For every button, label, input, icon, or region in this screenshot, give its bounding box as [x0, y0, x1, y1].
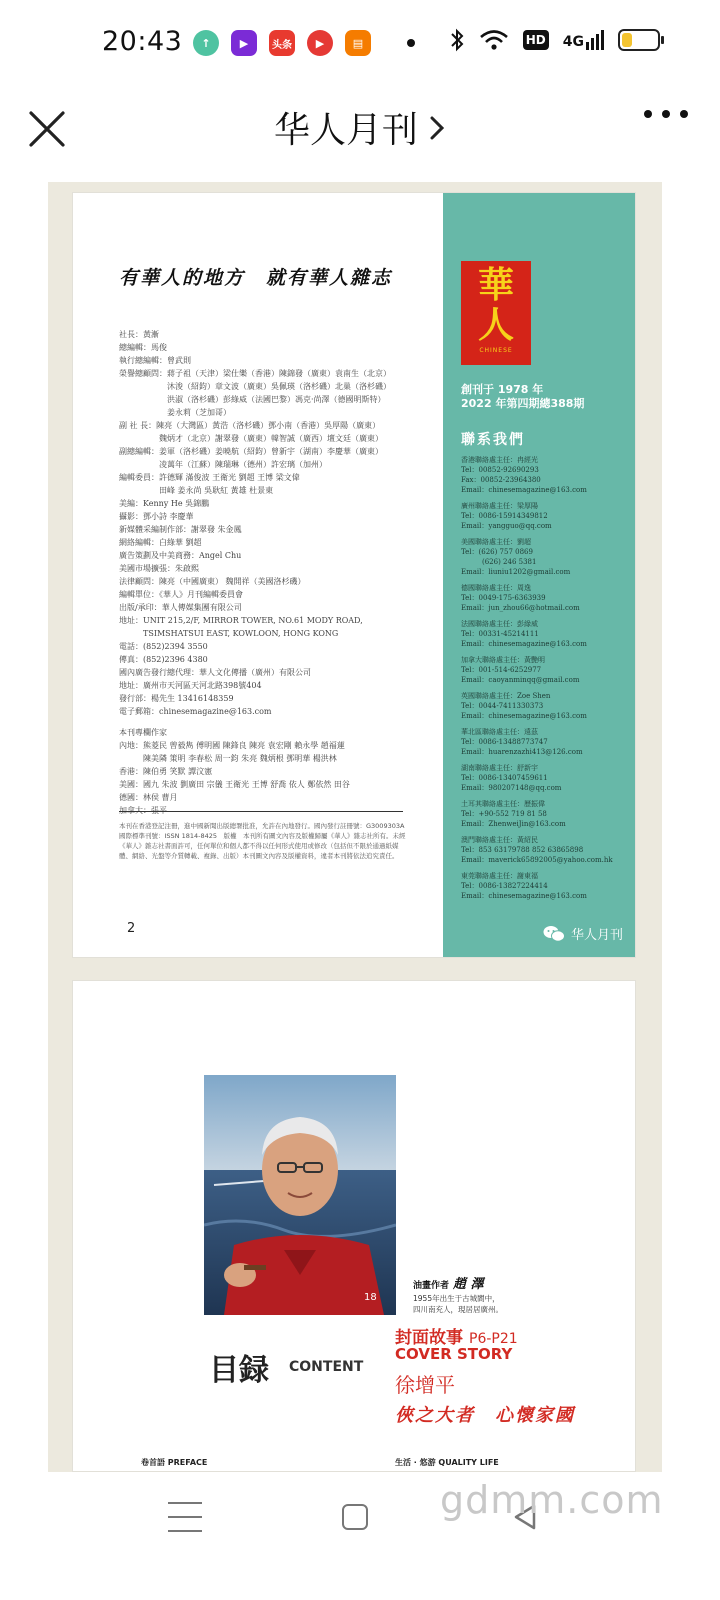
contact-line: 湖南聯絡處主任：舒新宇: [461, 764, 538, 772]
contact-block: [461, 727, 633, 757]
upload-app-icon: ↑: [193, 30, 219, 56]
contact-line: Email：chinesemagazine@163.com: [461, 712, 587, 720]
cover-person-name: 徐增平: [395, 1373, 455, 1397]
network-type: 4G: [562, 34, 584, 50]
svg-text:18: 18: [364, 1292, 377, 1303]
masthead-line: 洪淑（洛杉磯）彭綠威（法國巴黎）馮克·尚澤（德國明斯特）: [119, 395, 386, 404]
play-app-icon: ▶: [307, 30, 333, 56]
contact-line: Email：yangguo@qq.com: [461, 522, 552, 530]
huaren-logo: [461, 261, 531, 365]
contact-line: Tel：853 63179788 852 63865898: [461, 846, 584, 854]
masthead-line: 出版/承印：華人傳媒集團有限公司: [119, 603, 242, 612]
cover-story-en: COVER STORY: [395, 1345, 513, 1363]
masthead-line: 電子郵箱：chinesemagazine@163.com: [119, 707, 272, 716]
contact-line: 英國聯絡處主任：Zoe Shen: [461, 692, 551, 700]
battery-icon: [618, 29, 660, 51]
contact-line: Tel：0086-13827224414: [461, 882, 548, 890]
contact-line: Fax：00852-23964380: [461, 476, 541, 484]
masthead-column: [73, 193, 443, 958]
painter-bio-line: 1955年出生于古城閬中，: [413, 1294, 500, 1303]
contact-block: [461, 537, 633, 577]
contact-block: [461, 871, 633, 901]
masthead-line: 執行總編輯：曾武則: [119, 356, 191, 365]
contact-block: [461, 501, 633, 531]
more-button[interactable]: [644, 110, 688, 118]
system-nav-bar: [0, 1472, 720, 1600]
contact-line: Email：liuniu1202@gmail.com: [461, 568, 571, 576]
contact-line: Tel：00852-92690293: [461, 466, 539, 474]
contact-line: (626) 246 5381: [461, 558, 537, 566]
recent-apps-button[interactable]: [168, 1502, 202, 1532]
wechat-icon: [543, 925, 565, 943]
masthead-line: 美國市場擴張：朱啟熙: [119, 564, 199, 573]
masthead-line: 副 社 長：陳亮（大灣區）黃浩（洛杉磯）鄧小南（香港）吳厚陽（廣東）: [119, 421, 381, 430]
more-dot-icon: [680, 110, 688, 118]
page-number: 2: [127, 921, 136, 936]
contact-line: 美國聯絡處主任：劉超: [461, 538, 531, 546]
contact-line: Email：huarenzazhi413@126.com: [461, 748, 583, 756]
status-bar: [0, 0, 720, 88]
logo-english: CHINESE: [479, 347, 513, 354]
founded-line: 創刊于 1978 年: [461, 383, 544, 396]
contact-block: [461, 835, 633, 865]
contact-line: Email：chinesemagazine@163.com: [461, 640, 587, 648]
masthead-line: 總編輯：馬俊: [119, 343, 167, 352]
contact-line: Email：jun_zhou66@hotmail.com: [461, 604, 580, 612]
contact-line: 香港聯絡處主任：冉經光: [461, 456, 538, 464]
toutiao-app-icon: 头条: [269, 30, 295, 56]
contact-line: 加拿大聯絡處主任：黃艷明: [461, 656, 545, 664]
masthead-line: 魏炳才（北京）謝翠發（廣東）韓智誠（廣西）壇文廷（廣東）: [119, 434, 383, 443]
notification-dot-icon: [407, 39, 415, 47]
contact-line: Tel：0044-7411330373: [461, 702, 544, 710]
contact-line: Tel：0049-175-6363939: [461, 594, 546, 602]
more-dot-icon: [644, 110, 652, 118]
contact-line: Email：maverick65892005@yahoo.com.hk: [461, 856, 613, 864]
menu-line-icon: [168, 1502, 202, 1504]
contact-line: Tel：(626) 757 0869: [461, 548, 533, 556]
issue-line: 2022 年第四期總388期: [461, 397, 585, 410]
more-dot-icon: [662, 110, 670, 118]
painter-label: 油畫作者: [413, 1281, 450, 1291]
masthead-line: [119, 718, 419, 726]
masthead-line: 法律顧問：陳亮（中國廣東） 魏開祥（美國洛杉磯）: [119, 577, 306, 586]
slogan: 有華人的地方 就有華人雜志: [119, 267, 393, 289]
masthead-line: 廣告策劃及中美商務：Angel Chu: [119, 551, 242, 560]
battery-fill: [622, 33, 632, 47]
reader-app-icon: ▤: [345, 30, 371, 56]
contact-line: Tel：+90-552 719 81 58: [461, 810, 547, 818]
divider: [119, 811, 403, 812]
masthead-line: 地址：UNIT 215,2/F, MIRROR TOWER, NO.61 MODY ROAD,: [119, 616, 363, 625]
contact-heading: 聯系我們: [461, 432, 525, 448]
toc-title-en: CONTENT: [289, 1359, 364, 1375]
masthead-line: 電話：(852)2394 3550: [119, 642, 208, 651]
masthead-line: 編輯單位：《華人》月刊編輯委員會: [119, 590, 243, 599]
menu-line-icon: [168, 1530, 202, 1532]
contact-block: [461, 619, 633, 649]
masthead-line: 榮譽總顧問：蔣子祖（天津）梁仕樂（香港）陳錦發（廣東）袁南生（北京）: [119, 369, 391, 378]
copyright-note: 本刊在香港登記注冊，進中國新聞出版總署批准，允許在內地發行。國內發行註冊號：G3009303A 國際標準刊號：ISSN 1814-8425 版權 本刊所有圖文內容及版權歸屬《華人》雜志社所有。未經《華人》雜志社書面許可，任何單位和個人都不得以任何形式使用或修改（包括但不限於通過紙媒體、網絡、光盤等介質轉載、複錄、出版）本刊圖文內容及版權資料，違者本刊將依法追究責任。: [119, 822, 406, 860]
toc-title: 目録: [209, 1353, 269, 1388]
masthead-line: 攝影：鄧小詩 李慶華: [119, 512, 194, 521]
toc-preface: 卷首語 PREFACE: [141, 1458, 208, 1467]
contact-line: Email：ZhenweiJin@163.com: [461, 820, 566, 828]
wechat-watermark: [543, 924, 623, 943]
cover-motto: 俠之大者 心懷家國: [395, 1405, 575, 1426]
painter-bio-line: 四川南充人，現居居廣州。: [413, 1305, 503, 1314]
status-time: 20:43: [102, 26, 183, 57]
masthead-line: 網絡編輯：白綠華 劉超: [119, 538, 202, 547]
contact-line: 東莞聯絡處主任：謝東福: [461, 872, 538, 880]
contact-line: 法國聯絡處主任：彭綠威: [461, 620, 538, 628]
video-app-icon: ▶: [231, 30, 257, 56]
status-indicators: [449, 28, 660, 52]
contact-block: [461, 655, 633, 685]
masthead-line: 陳美隣 策明 李春松 周一鈞 朱亮 魏炳根 鄧明華 楊洪林: [119, 754, 337, 763]
contact-panel: [443, 193, 636, 958]
contact-block: [461, 763, 633, 793]
masthead-line: 本刊專欄作家: [119, 728, 167, 737]
status-app-icons: [193, 30, 415, 56]
contact-block: [461, 583, 633, 613]
toc-quality-life: 生活 · 悠游 QUALITY LIFE: [395, 1458, 499, 1467]
masthead-line: 德國：林侯 曹月: [119, 793, 178, 802]
contact-line: Email：chinesemagazine@163.com: [461, 486, 587, 494]
masthead-line: 地址：廣州市天河區天河北路398號404: [119, 681, 262, 690]
cover-story-pages: P6-P21: [469, 1331, 518, 1347]
logo-char: 華: [477, 264, 514, 306]
cover-story-cn: 封面故事: [395, 1328, 463, 1348]
contact-block: [461, 799, 633, 829]
menu-line-icon: [168, 1516, 202, 1518]
app-header: [0, 88, 720, 180]
portrait-image: [204, 1075, 396, 1315]
contact-line: 廣州聯絡處主任：梁厚陽: [461, 502, 538, 510]
contact-line: 土耳其聯絡處主任：歷振偉: [461, 800, 545, 808]
contact-line: Tel：0086-13407459611: [461, 774, 548, 782]
painter-bio: [413, 1293, 503, 1315]
logo-char: 人: [477, 304, 514, 346]
painter-name: 趙 澤: [453, 1277, 484, 1292]
article-viewer[interactable]: [48, 182, 662, 1472]
wechat-label: 华人月刊: [570, 928, 623, 943]
masthead-line: 美國：國九 朱波 劉廣田 宗儀 王衛光 王博 舒喬 依人 鄭依然 田谷: [119, 780, 350, 789]
masthead-list: [119, 328, 419, 817]
masthead-line: 國內廣告發行總代理：華人文化傳播（廣州）有限公司: [119, 668, 311, 677]
masthead-line: 新媒體采編制作部：謝翠發 朱金鳳: [119, 525, 242, 534]
masthead-line: 編輯委員：許德輝 滿俊波 王衛光 劉超 王博 梁文偉: [119, 473, 300, 482]
contact-line: Tel：0086-13488773747: [461, 738, 548, 746]
site-watermark: gdmm.com: [440, 1478, 664, 1522]
contact-list: [461, 455, 633, 907]
masthead-line: 發行部：楊先生 13416148359: [119, 694, 234, 703]
chevron-right-icon: [428, 113, 446, 143]
masthead-line: 傳真：(852)2396 4380: [119, 655, 208, 664]
contact-line: Tel：0086-15914349812: [461, 512, 548, 520]
magazine-page-2: [72, 192, 636, 958]
masthead-line: 凌萬年（江蘇）陳瑞琳（德州）許宏璃（加州）: [119, 460, 327, 469]
contact-block: [461, 455, 633, 495]
contact-line: 德國聯絡處主任：周逸: [461, 584, 531, 592]
masthead-line: 社長：黃漸: [119, 330, 159, 339]
masthead-line: 香港：陳伯勇 笑默 譚汶憲: [119, 767, 213, 776]
masthead-line: 姜永莉（芝加哥）: [119, 408, 231, 417]
contact-line: Email：chinesemagazine@163.com: [461, 892, 587, 900]
masthead-line: 沐浚（紹鈞）章文波（廣東）吳佩瑛（洛杉磯）北巢（洛杉磯）: [119, 382, 391, 391]
cell-signal-icon: [563, 30, 604, 50]
painter-credit: [413, 1273, 484, 1292]
masthead-line: 副總編輯：姜軍（洛杉磯）姜曉航（紹鈞）曾新宇（湖南）李慶華（廣東）: [119, 447, 383, 456]
masthead-line: TSIMSHATSUI EAST, KOWLOON, HONG KONG: [119, 629, 339, 638]
cover-portrait-painting: [204, 1075, 396, 1315]
bluetooth-icon: [449, 28, 465, 52]
home-button[interactable]: [342, 1504, 368, 1530]
contact-line: Tel：00331-45214111: [461, 630, 539, 638]
account-title[interactable]: [0, 102, 720, 153]
masthead-line: 田峰 姜永尚 吳耿紅 黃雄 杜景東: [119, 486, 274, 495]
wifi-icon: [479, 28, 509, 52]
contact-line: Email：980207148@qq.com: [461, 784, 562, 792]
founded-info: [461, 383, 584, 411]
masthead-line: 內地：熊菱民 曾毅雋 傅明國 陳鋒良 陳亮 袁宏剛 賴永學 趙福蓮: [119, 741, 345, 750]
masthead-line: 加拿大：張平: [119, 806, 167, 815]
contact-line: Tel：001-514-6252977: [461, 666, 542, 674]
hd-badge: HD: [523, 30, 549, 50]
contact-block: [461, 691, 633, 721]
masthead-line: 美編：Kenny He 吳錦鵬: [119, 499, 210, 508]
page-title: 华人月刊: [273, 110, 418, 151]
contact-line: 華北區聯絡處主任：遠茲: [461, 728, 538, 736]
contact-line: 澳門聯絡處主任：黃紹民: [461, 836, 538, 844]
magazine-page-toc: [72, 980, 636, 1472]
contact-line: Email：caoyanminqq@gmail.com: [461, 676, 580, 684]
